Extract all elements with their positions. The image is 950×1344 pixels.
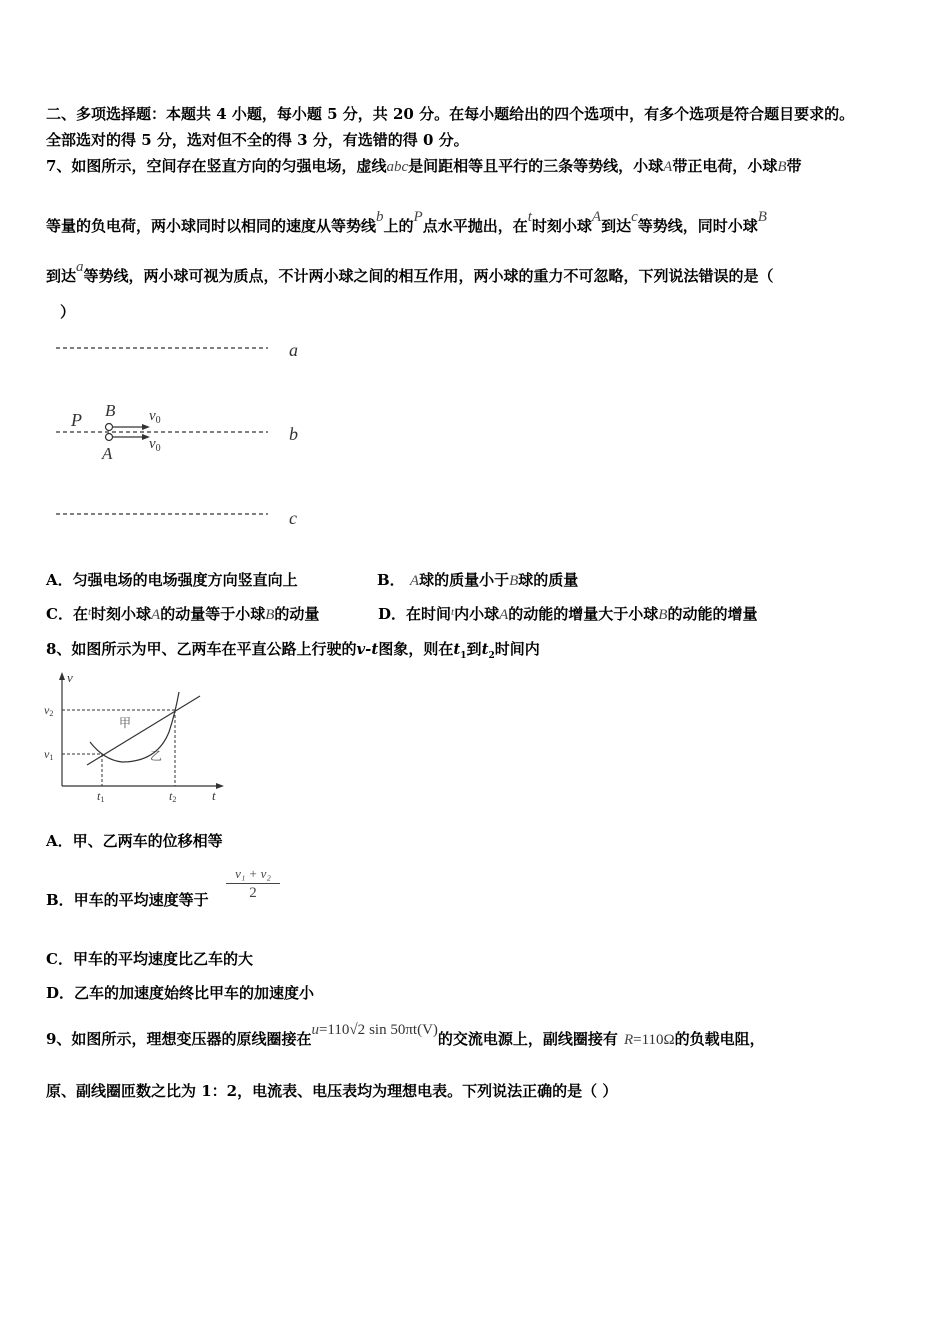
q7-text: ） <box>60 303 76 321</box>
q7-var-A: A <box>409 573 420 589</box>
q9-eq: =110 <box>318 1022 350 1038</box>
option-text: 的动能的增量大于小球 <box>508 605 659 623</box>
q7-figure <box>46 336 346 536</box>
option-text: C．甲车的平均速度比乙车的大 <box>46 950 253 968</box>
option-text: D．在时间 <box>378 605 452 623</box>
option-text: 时刻小球 <box>91 605 152 623</box>
q7-stem-line-4 <box>60 301 75 322</box>
q9-sqrt2: √2 <box>349 1022 366 1038</box>
section-header-line-2 <box>46 129 469 150</box>
q7-var-B: B <box>509 573 519 589</box>
label-c: c <box>289 508 297 528</box>
q7-var-t: t <box>451 606 455 618</box>
option-text: A．甲、乙两车的位移相等 <box>46 832 223 850</box>
q8-option-C <box>46 948 253 969</box>
q7-var-B: B <box>757 209 767 225</box>
q9-var-u: u <box>311 1022 319 1038</box>
q7-stem-line-3 <box>46 259 774 286</box>
label-v0-bottom: $v_0$ <box>149 436 161 454</box>
option-text: 的动量 <box>274 605 320 623</box>
q8-var-t1: t <box>453 640 461 658</box>
label-a: a <box>289 340 298 360</box>
q7-var-P: P <box>413 209 423 225</box>
q7-var-B: B <box>658 607 668 623</box>
q7-text: 等势线，同时小球 <box>637 217 758 235</box>
q9-var-R: R <box>623 1032 634 1048</box>
option-text: C．在 <box>46 605 88 623</box>
section-header-text-2: 全部选对的得 5 分，选对但不全的得 3 分，有选错的得 0 分。 <box>46 131 469 149</box>
option-text: 球的质量小于 <box>419 571 510 589</box>
q8-fraction <box>226 866 280 902</box>
q7-text: 到达 <box>601 217 632 235</box>
q7-text: 带 <box>786 157 802 175</box>
label-v2: v2 <box>44 703 54 718</box>
arrowhead-B <box>142 424 150 430</box>
q7-stem-line-1 <box>46 155 802 176</box>
q7-text: 点水平抛出，在 <box>422 217 528 235</box>
q8-var-vt: v-t <box>356 640 379 658</box>
q7-text: 上的 <box>383 217 414 235</box>
q9-text: 9、如图所示，理想变压器的原线圈接在 <box>46 1030 312 1048</box>
q7-var-A: A <box>151 607 161 623</box>
q9-stem-line-2 <box>46 1080 617 1101</box>
q8-vt-graph <box>42 670 232 805</box>
option-text: B．甲车的平均速度等于 <box>46 891 209 909</box>
q7-var-t: t <box>87 606 92 618</box>
q7-text: 带正电荷，小球 <box>672 157 778 175</box>
curve-yi <box>90 692 179 762</box>
label-P: P <box>71 410 82 430</box>
q7-text: 等量的负电荷，两小球同时以相同的速度从等势线 <box>46 217 377 235</box>
q9-sin: sin 50πt <box>369 1022 418 1038</box>
option-text: 的动能的增量 <box>667 605 758 623</box>
q7-text: 时刻小球 <box>531 217 592 235</box>
q7-var-A: A <box>499 607 509 623</box>
ball-A <box>106 434 113 441</box>
q7-var-b: b <box>376 209 384 225</box>
q7-var-A: A <box>663 159 673 175</box>
q7-stem-line-2 <box>46 209 767 236</box>
label-B: B <box>105 401 116 420</box>
label-t: t <box>212 788 216 803</box>
q7-var-A: A <box>591 209 602 225</box>
label-v: v <box>67 670 73 685</box>
q7-var-c: c <box>631 209 638 225</box>
q8-text: 到 <box>466 640 482 658</box>
section-header-line-1 <box>46 103 854 124</box>
q7-var-B: B <box>265 607 275 623</box>
q8-option-D <box>46 982 314 1003</box>
q8-option-B <box>46 889 209 910</box>
label-A: A <box>102 444 113 463</box>
section-header-text: 二、多项选择题：本题共 4 小题，每小题 5 分，共 20 分。在每小题给出的四个选项中，有多个选项是符合题目要求的。 <box>46 105 855 123</box>
option-text: A．匀强电场的电场强度方向竖直向上 <box>46 571 298 589</box>
q9-volt: (V) <box>417 1022 438 1038</box>
option-text: 球的质量 <box>518 571 579 589</box>
q8-text: 8、如图所示为甲、乙两车在平直公路上行驶的 <box>46 640 357 658</box>
q7-option-D <box>378 603 757 624</box>
ball-B <box>106 424 113 431</box>
q8-text: 时间内 <box>494 640 540 658</box>
q7-text: 是间距相等且平行的三条等势线，小球 <box>408 157 664 175</box>
q7-var-t: t <box>527 209 532 225</box>
option-text: B． <box>377 571 405 589</box>
t-axis-arrow <box>216 783 224 789</box>
q8-var-t2-sub: 2 <box>488 651 495 661</box>
label-jia: 甲 <box>119 716 132 730</box>
label-t2: t2 <box>169 789 177 804</box>
fraction-denominator: 2 <box>249 885 257 901</box>
option-text: D．乙车的加速度始终比甲车的加速度小 <box>46 984 315 1002</box>
q7-var-B: B <box>777 159 787 175</box>
q9-req: =110Ω <box>633 1032 675 1048</box>
label-t1: t1 <box>97 789 105 804</box>
option-text: 内小球 <box>454 605 500 623</box>
option-text: 的动量等于小球 <box>160 605 266 623</box>
q7-option-C <box>46 603 319 624</box>
label-v1: v1 <box>44 747 54 762</box>
q8-var-t2: t <box>481 640 489 658</box>
q9-stem-line-1 <box>46 1022 765 1049</box>
fraction-numerator: v₁ + v₂ <box>226 866 280 884</box>
q9-text: 的交流电源上，副线圈接有 <box>437 1030 618 1048</box>
q8-text: 图象，则在 <box>378 640 454 658</box>
q7-text: 到达 <box>46 267 77 285</box>
q8-var-t1-sub: 1 <box>460 651 467 661</box>
label-yi: 乙 <box>150 749 163 763</box>
q9-text: 的负载电阻， <box>674 1030 765 1048</box>
q9-text: 原、副线圈匝数之比为 1：2，电流表、电压表均为理想电表。下列说法正确的是（ ） <box>46 1082 618 1100</box>
q7-var-abc: abc <box>386 159 409 175</box>
q7-text: 等势线，两小球可视为质点，不计两小球之间的相互作用，两小球的重力不可忽略，下列说法错误的是（ <box>83 267 774 285</box>
q7-text: 7、如图所示，空间存在竖直方向的匀强电场，虚线 <box>46 157 387 175</box>
q7-var-a: a <box>76 259 84 275</box>
q8-stem <box>46 638 540 661</box>
q8-option-A <box>46 830 223 851</box>
v-axis-arrow <box>59 672 65 680</box>
label-v0-top: $v_0$ <box>149 408 161 426</box>
label-b: b <box>289 424 298 444</box>
q7-option-A <box>46 569 298 590</box>
q7-option-B <box>377 569 578 590</box>
